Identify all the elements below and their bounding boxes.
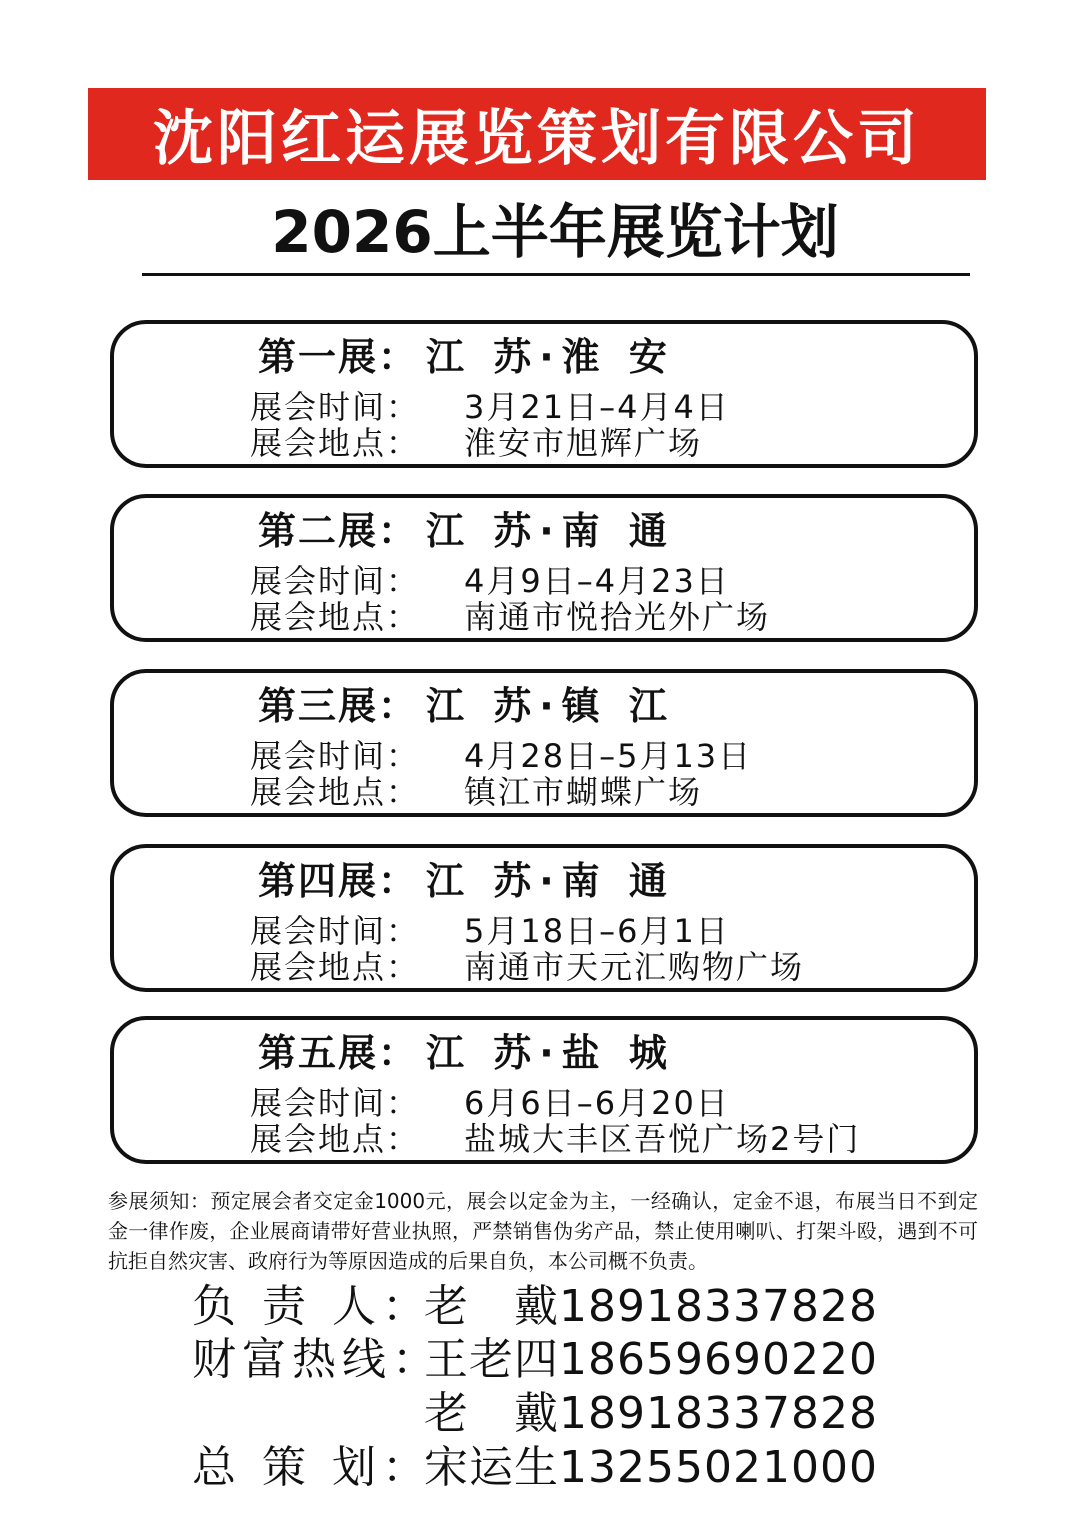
exhibitor-notice: 参展须知：预定展会者交定金1000元，展会以定金为主，一经确认，定金不退，布展当日不到定金一律作废，企业展商请带好营业执照，严禁销售伪劣产品，禁止使用喇叭、打架斗殴，遇到不可抗拒自然灾害、政府行为等原因造成的后果自负，本公司概不负责。 bbox=[108, 1189, 978, 1273]
exhibition-title bbox=[258, 683, 675, 729]
exhibition-title bbox=[258, 334, 675, 380]
exhibition-title bbox=[258, 858, 675, 904]
exhibition-title bbox=[258, 1030, 675, 1076]
exhibition-number: 第三展： bbox=[258, 684, 419, 728]
exhibition-time: 6月6日–6月20日 bbox=[464, 1084, 730, 1122]
exhibition-place: 盐城大丰区吾悦广场2号门 bbox=[464, 1120, 861, 1158]
time-label: 展会时间： bbox=[250, 1084, 421, 1122]
time-label: 展会时间： bbox=[250, 388, 421, 426]
exhibition-city: 江 苏·盐 城 bbox=[426, 1031, 675, 1075]
place-label: 展会地点： bbox=[250, 598, 421, 636]
exhibition-title bbox=[258, 508, 675, 554]
exhibition-time-row bbox=[250, 1084, 730, 1122]
contact-label: 总 策 划： bbox=[192, 1442, 432, 1493]
exhibition-time-row bbox=[250, 388, 730, 426]
exhibition-time: 4月28日–5月13日 bbox=[464, 737, 753, 775]
chief-planner-row bbox=[192, 1441, 992, 1495]
title-divider bbox=[142, 273, 970, 276]
place-label: 展会地点： bbox=[250, 1120, 421, 1158]
contact-value: 老 戴18918337828 bbox=[424, 1388, 878, 1439]
exhibition-place-row bbox=[250, 598, 770, 636]
exhibition-card-5 bbox=[110, 1016, 978, 1164]
contact-value: 王老四18659690220 bbox=[424, 1334, 878, 1385]
place-label: 展会地点： bbox=[250, 773, 421, 811]
exhibition-number: 第五展： bbox=[258, 1031, 419, 1075]
exhibition-place: 南通市悦拾光外广场 bbox=[464, 598, 771, 636]
hotline-row-2 bbox=[192, 1387, 992, 1441]
exhibition-time: 5月18日–6月1日 bbox=[464, 912, 730, 950]
plan-title: 2026上半年展览计划 bbox=[271, 198, 839, 266]
exhibition-time-row bbox=[250, 562, 730, 600]
place-label: 展会地点： bbox=[250, 424, 421, 462]
contact-value: 老 戴18918337828 bbox=[424, 1281, 878, 1332]
exhibition-number: 第四展： bbox=[258, 859, 419, 903]
contact-person-row bbox=[192, 1280, 992, 1334]
exhibition-time: 4月9日–4月23日 bbox=[464, 562, 730, 600]
exhibition-city: 江 苏·镇 江 bbox=[426, 684, 675, 728]
exhibition-card-3 bbox=[110, 669, 978, 817]
hotline-row bbox=[192, 1333, 992, 1387]
exhibition-place-row bbox=[250, 948, 804, 986]
exhibition-place-row bbox=[250, 773, 702, 811]
time-label: 展会时间： bbox=[250, 562, 421, 600]
company-banner bbox=[88, 88, 986, 180]
contact-label: 负 责 人： bbox=[192, 1281, 432, 1332]
exhibition-time-row bbox=[250, 737, 752, 775]
place-label: 展会地点： bbox=[250, 948, 421, 986]
exhibition-time-row bbox=[250, 912, 730, 950]
company-name: 沈阳红运展览策划有限公司 bbox=[153, 104, 921, 174]
exhibition-place-row bbox=[250, 424, 702, 462]
time-label: 展会时间： bbox=[250, 912, 421, 950]
exhibition-time: 3月21日–4月4日 bbox=[464, 388, 730, 426]
contact-value: 宋运生13255021000 bbox=[424, 1442, 878, 1493]
exhibition-place: 淮安市旭辉广场 bbox=[464, 424, 703, 462]
exhibition-number: 第二展： bbox=[258, 509, 419, 553]
time-label: 展会时间： bbox=[250, 737, 421, 775]
contact-label: 财富热线： bbox=[192, 1334, 442, 1385]
exhibition-place: 南通市天元汇购物广场 bbox=[464, 948, 805, 986]
exhibition-card-1 bbox=[110, 320, 978, 468]
exhibition-city: 江 苏·淮 安 bbox=[426, 335, 675, 379]
exhibition-place: 镇江市蝴蝶广场 bbox=[464, 773, 703, 811]
exhibition-city: 江 苏·南 通 bbox=[426, 859, 675, 903]
exhibition-card-4 bbox=[110, 844, 978, 992]
exhibition-number: 第一展： bbox=[258, 335, 419, 379]
exhibition-city: 江 苏·南 通 bbox=[426, 509, 675, 553]
exhibition-card-2 bbox=[110, 494, 978, 642]
exhibition-place-row bbox=[250, 1120, 860, 1158]
